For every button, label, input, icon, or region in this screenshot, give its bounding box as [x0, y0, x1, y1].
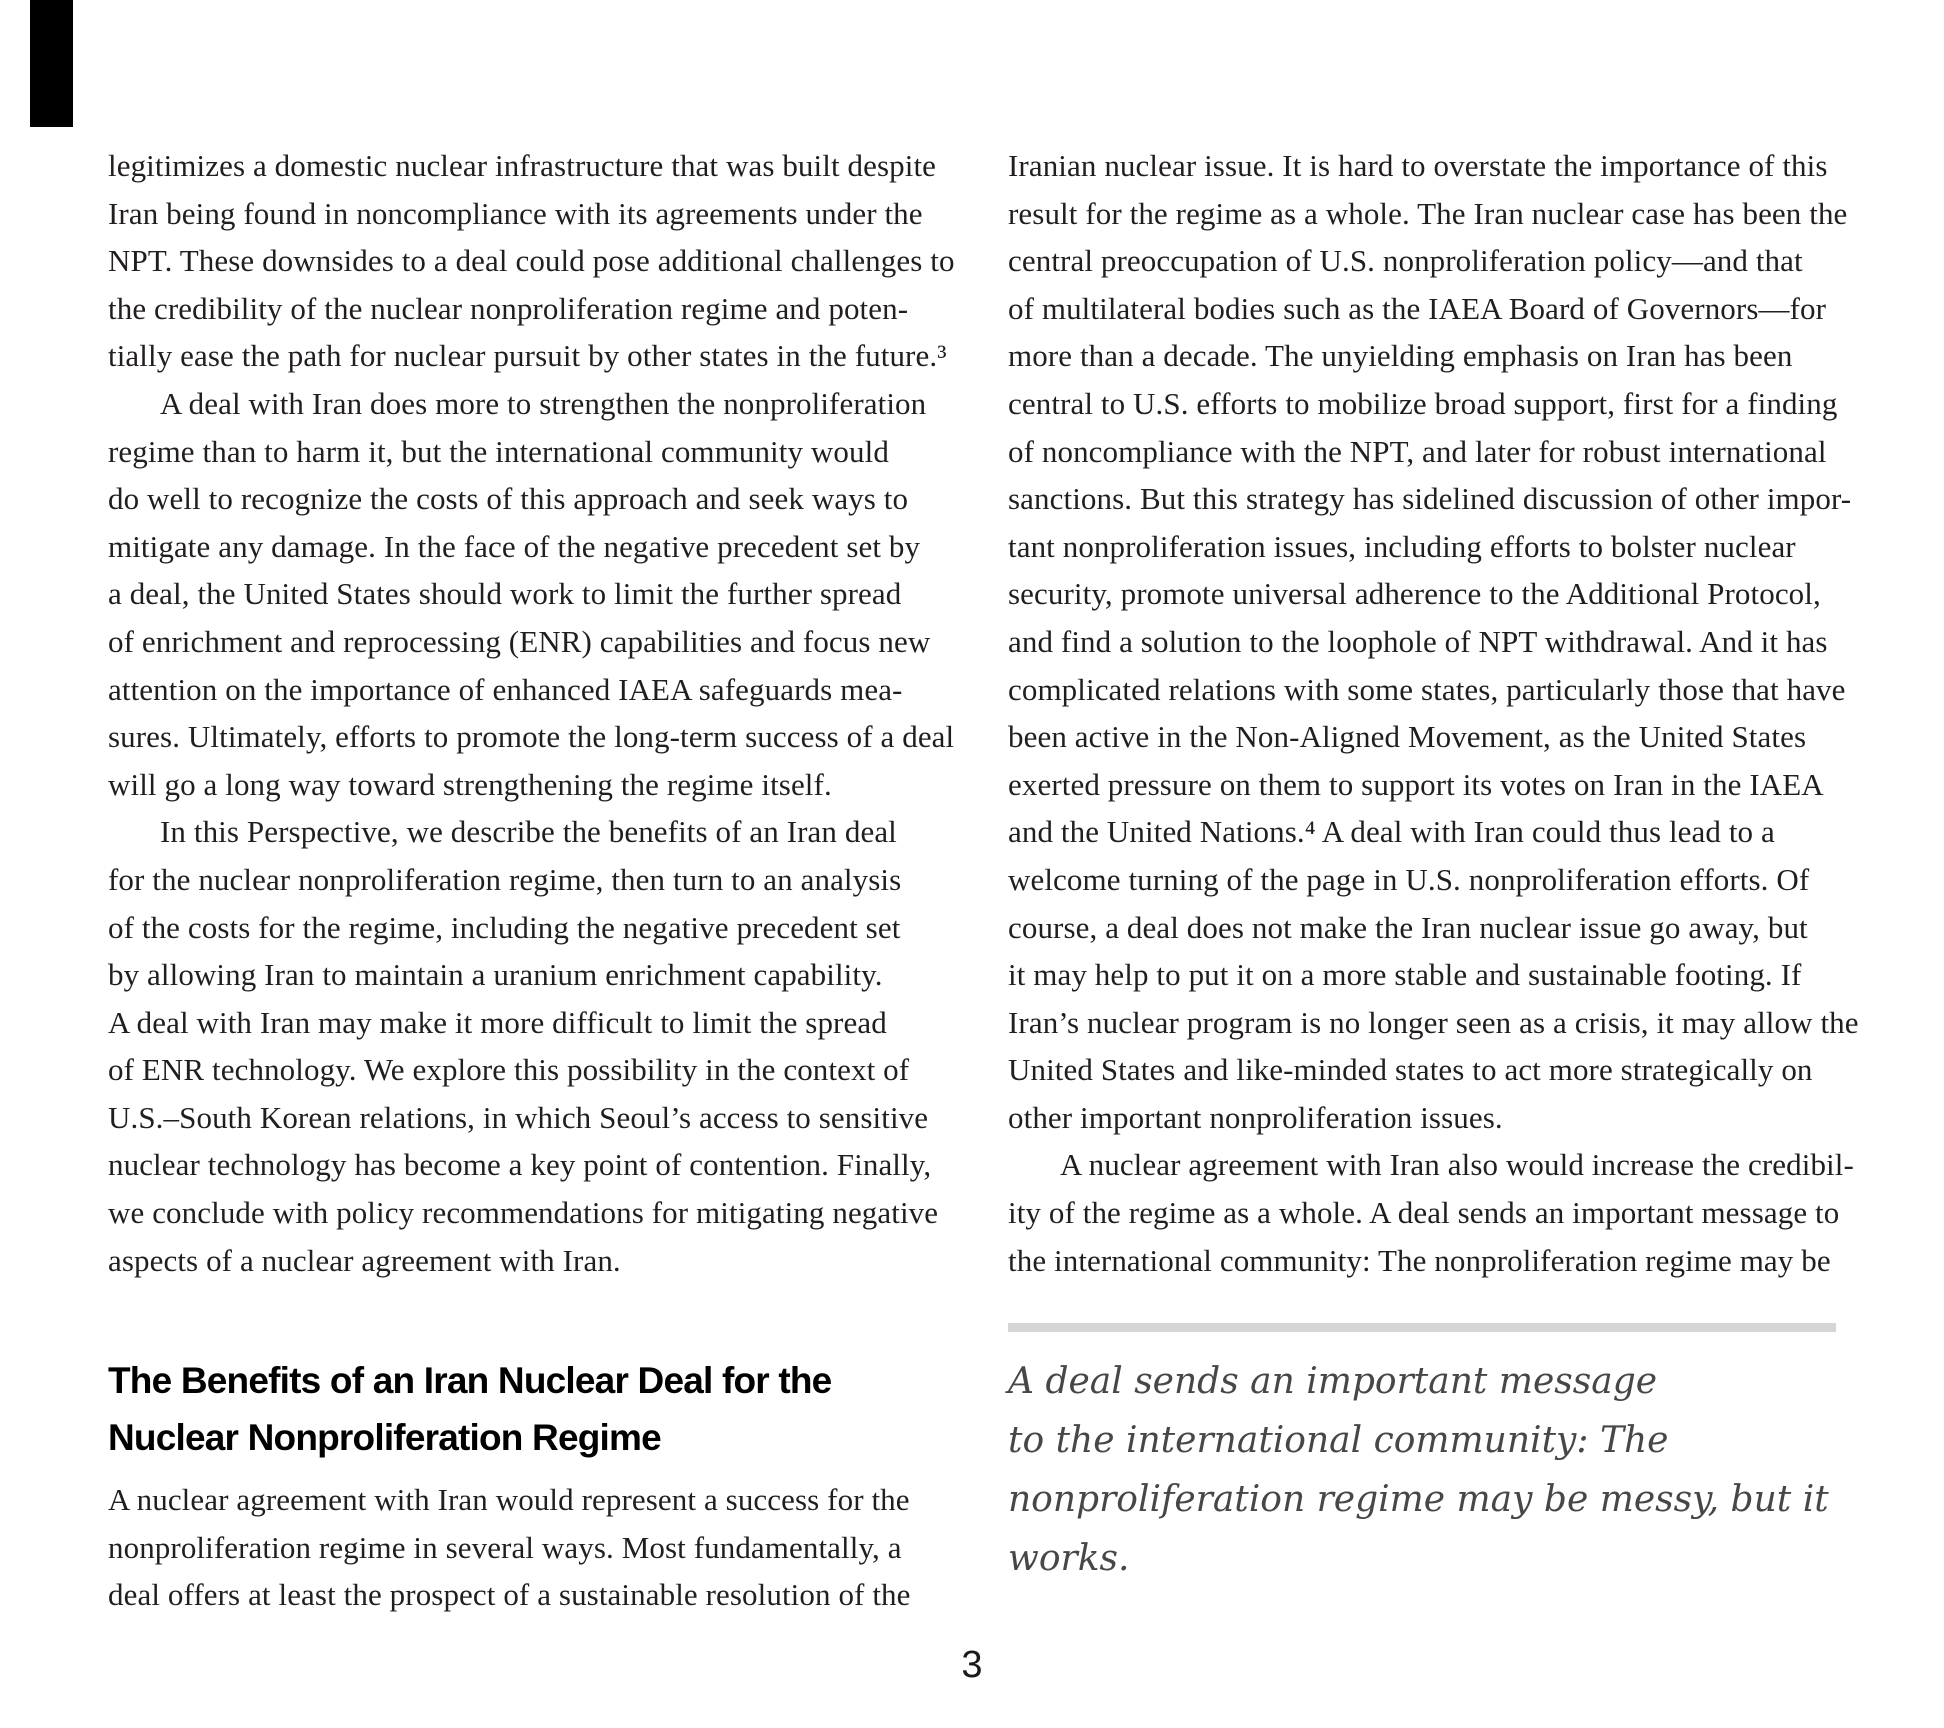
body-text-line: A nuclear agreement with Iran also would increase the credibil-	[1060, 1147, 1854, 1183]
body-text-line: nuclear technology has become a key point of contention. Finally,	[108, 1147, 932, 1183]
body-text-line: sanctions. But this strategy has sidelined discussion of other impor-	[1008, 481, 1852, 517]
body-text-line: we conclude with policy recommendations for mitigating negative	[108, 1195, 939, 1231]
body-text-line: a deal, the United States should work to limit the further spread	[108, 576, 902, 612]
body-text-line: welcome turning of the page in U.S. nonproliferation efforts. Of	[1008, 861, 1810, 897]
paragraph	[108, 808, 940, 1284]
section-heading-line: Nuclear Nonproliferation Regime	[108, 1417, 661, 1459]
body-text-line: legitimizes a domestic nuclear infrastructure that was built despite	[108, 148, 937, 183]
body-text-line: A deal with Iran may make it more difficult to limit the spread	[108, 1004, 887, 1040]
body-text-line: Iran’s nuclear program is no longer seen as a crisis, it may allow the	[1008, 1004, 1859, 1040]
paragraph	[108, 1476, 940, 1619]
body-text-line: for the nuclear nonproliferation regime, then turn to an analysis	[108, 861, 902, 897]
body-text-line: result for the regime as a whole. The Iran nuclear case has been the	[1008, 195, 1848, 231]
body-text-line: In this Perspective, we describe the benefits of an Iran deal	[160, 814, 897, 850]
body-text-line: U.S.–South Korean relations, in which Seoul’s access to sensitive	[108, 1099, 929, 1135]
body-text-line: more than a decade. The unyielding emphasis on Iran has been	[1008, 338, 1793, 374]
body-text-line: been active in the Non-Aligned Movement, as the United States	[1008, 719, 1807, 755]
body-text-line: nonproliferation regime in several ways. Most fundamentally, a	[108, 1529, 902, 1565]
body-text-line: Iranian nuclear issue. It is hard to overstate the importance of this	[1008, 148, 1828, 183]
body-text-line: mitigate any damage. In the face of the negative precedent set by	[108, 528, 921, 564]
body-text-line: of multilateral bodies such as the IAEA Board of Governors—for	[1008, 290, 1827, 326]
pull-quote	[1008, 1352, 1840, 1588]
body-text-line: NPT. These downsides to a deal could pose additional challenges to	[108, 243, 955, 279]
body-text-line: exerted pressure on them to support its votes on Iran in the IAEA	[1008, 766, 1824, 802]
body-text-line: United States and like-minded states to act more strategically on	[1008, 1052, 1813, 1088]
body-text-line: it may help to put it on a more stable and sustainable footing. If	[1008, 957, 1802, 993]
body-text-line: and the United Nations.⁴ A deal with Iran could thus lead to a	[1008, 814, 1775, 850]
pull-quote-line: to the international community: The	[1008, 1420, 1669, 1462]
spine-tab-decoration	[30, 0, 73, 127]
body-text-line: aspects of a nuclear agreement with Iran.	[108, 1242, 621, 1278]
body-text-line: other important nonproliferation issues.	[1008, 1099, 1503, 1135]
pull-quote-line: nonproliferation regime may be messy, but it	[1008, 1479, 1829, 1521]
pull-quote-line: works.	[1008, 1538, 1130, 1580]
body-text-line: A nuclear agreement with Iran would represent a success for the	[108, 1482, 910, 1518]
body-text-line: tant nonproliferation issues, including efforts to bolster nuclear	[1008, 528, 1796, 564]
body-text-line: by allowing Iran to maintain a uranium enrichment capability.	[108, 957, 883, 993]
section-heading	[108, 1352, 940, 1466]
body-text-line: attention on the importance of enhanced IAEA safeguards mea-	[108, 671, 903, 707]
pull-quote-rule	[1008, 1323, 1836, 1332]
paragraph	[1008, 142, 1859, 1141]
body-text-line: tially ease the path for nuclear pursuit by other states in the future.³	[108, 338, 947, 374]
body-text-line: will go a long way toward strengthening the regime itself.	[108, 766, 832, 802]
right-column	[1008, 142, 1859, 1588]
body-text-line: of enrichment and reprocessing (ENR) capabilities and focus new	[108, 623, 931, 659]
body-text-line: do well to recognize the costs of this approach and seek ways to	[108, 481, 909, 517]
body-text-line: Iran being found in noncompliance with its agreements under the	[108, 195, 923, 231]
pull-quote-line: A deal sends an important message	[1008, 1361, 1658, 1403]
body-text-line: sures. Ultimately, efforts to promote the long-term success of a deal	[108, 719, 955, 755]
body-text-line: course, a deal does not make the Iran nuclear issue go away, but	[1008, 909, 1808, 945]
body-text-line: regime than to harm it, but the international community would	[108, 433, 889, 469]
body-text-line: ity of the regime as a whole. A deal sends an important message to	[1008, 1195, 1840, 1231]
body-text-line: the credibility of the nuclear nonproliferation regime and poten-	[108, 290, 909, 326]
body-text-line: of the costs for the regime, including the negative precedent set	[108, 909, 901, 945]
left-column-body-after-heading	[108, 1476, 940, 1619]
paragraph	[108, 380, 955, 808]
body-text-line: security, promote universal adherence to the Additional Protocol,	[1008, 576, 1821, 612]
left-column-body	[108, 142, 955, 1284]
section-heading-line: The Benefits of an Iran Nuclear Deal for the	[108, 1360, 832, 1402]
left-column	[108, 142, 955, 1619]
body-text-line: the international community: The nonproliferation regime may be	[1008, 1242, 1831, 1278]
body-text-line: central to U.S. efforts to mobilize broad support, first for a finding	[1008, 385, 1838, 421]
body-text-line: central preoccupation of U.S. nonproliferation policy—and that	[1008, 243, 1803, 279]
body-text-line: A deal with Iran does more to strengthen the nonproliferation	[160, 385, 927, 421]
body-text-line: complicated relations with some states, particularly those that have	[1008, 671, 1846, 707]
page-number: 3	[961, 1644, 983, 1686]
body-text-line: of ENR technology. We explore this possibility in the context of	[108, 1052, 910, 1088]
right-column-body	[1008, 142, 1859, 1284]
paragraph	[1008, 1141, 1854, 1284]
paragraph	[108, 142, 955, 380]
body-text-line: and find a solution to the loophole of NPT withdrawal. And it has	[1008, 623, 1828, 659]
body-text-line: deal offers at least the prospect of a sustainable resolution of the	[108, 1577, 911, 1613]
body-text-line: of noncompliance with the NPT, and later for robust international	[1008, 433, 1827, 469]
